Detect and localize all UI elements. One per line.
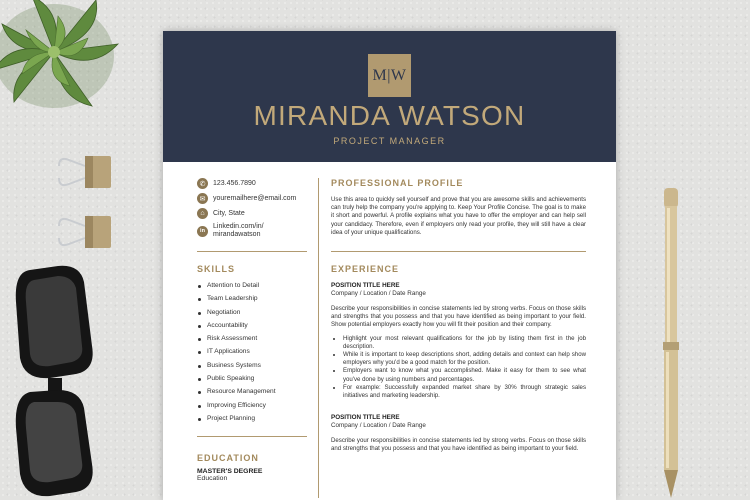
job-title: POSITION TITLE HERE xyxy=(331,282,400,290)
job-bullets xyxy=(331,335,586,401)
binder-clip-image xyxy=(55,212,117,252)
skill-item: Business Systems xyxy=(197,362,309,375)
education-heading: EDUCATION xyxy=(197,453,259,464)
section-divider xyxy=(197,251,307,252)
job-company: Company / Location / Date Range xyxy=(331,290,426,298)
skill-item: IT Applications xyxy=(197,348,309,361)
binder-clip-image xyxy=(55,152,117,192)
left-column xyxy=(197,178,309,482)
contact-linkedin xyxy=(197,223,309,239)
skill-item: Risk Assessment xyxy=(197,335,309,348)
education-field: Education xyxy=(197,475,228,483)
phone-icon: ✆ xyxy=(197,178,208,189)
contact-text: mirandawatson xyxy=(213,231,261,238)
linkedin-icon: in xyxy=(197,226,208,237)
skill-item: Resource Management xyxy=(197,388,309,401)
resume-header xyxy=(163,31,616,162)
eyeglasses-image xyxy=(10,262,110,500)
skills-heading: SKILLS xyxy=(197,264,236,274)
skill-item: Public Speaking xyxy=(197,375,309,388)
profile-heading: PROFESSIONAL PROFILE xyxy=(331,178,464,188)
column-divider xyxy=(318,178,319,498)
candidate-role: PROJECT MANAGER xyxy=(333,136,446,146)
right-column xyxy=(331,178,586,454)
skills-list xyxy=(197,282,309,428)
job-bullet: • For example: Successfully expanded market share by 30% through strategic sales initiatives and marketing leadership. xyxy=(343,384,586,400)
contact-location xyxy=(197,208,309,219)
job-description: Describe your responsibilities in concise statements led by strong verbs. Focus on those skills and strengths that you possess and that you have identified as being important to your field. Show potential employers exactly how you will fit their position and their company. xyxy=(331,305,586,329)
contact-email xyxy=(197,193,309,204)
experience-entry xyxy=(331,282,586,400)
gold-pen-image xyxy=(650,186,694,500)
section-divider xyxy=(331,251,586,252)
job-title: POSITION TITLE HERE xyxy=(331,414,400,422)
profile-text: Use this area to quickly sell yourself and prove that you are awesome skills and achievements can truly help the company you're applying to. Keep Your Profile Concise. The goal is to make it short and powerful. A profile explains what you have to offer the employer and can help sell your candidacy. Therefore, even if employers only read your profile, they will still have a clear idea of your unique qualifications. xyxy=(331,196,586,236)
skill-item: Project Planning xyxy=(197,415,309,428)
education-degree: MASTER'S DEGREE xyxy=(197,468,263,476)
skill-item: Team Leadership xyxy=(197,295,309,308)
job-company: Company / Location / Date Range xyxy=(331,422,426,430)
job-bullet: • Highlight your most relevant qualifications for the job by listing them first in the job description. xyxy=(343,335,586,351)
contact-phone xyxy=(197,178,309,189)
monogram-logo: M|W xyxy=(368,54,411,97)
contact-text: youremailhere@email.com xyxy=(213,194,297,202)
candidate-name: MIRANDA WATSON xyxy=(253,100,526,131)
job-bullet: • Employers want to know what you accomplished. Make it easy for them to see what you've done by using numbers and percentages. xyxy=(343,367,586,383)
job-description: Describe your responsibilities in concise statements led by strong verbs. Focus on those skills and strengths that you possess and that you have identified as being important to your field. xyxy=(331,437,586,453)
location-icon: ⌂ xyxy=(197,208,208,219)
contact-text: City, State xyxy=(213,209,245,217)
succulent-plant-image xyxy=(0,0,122,114)
experience-entry xyxy=(331,414,586,453)
experience-heading: EXPERIENCE xyxy=(331,264,400,275)
contact-text: Linkedin.com/in/ xyxy=(213,223,264,230)
skill-item: Negotiation xyxy=(197,309,309,322)
section-divider xyxy=(197,436,307,437)
skill-item: Attention to Detail xyxy=(197,282,309,295)
email-icon: ✉ xyxy=(197,193,208,204)
skill-item: Improving Efficiency xyxy=(197,402,309,415)
job-bullet: • While it is important to keep descriptions short, adding details and context can help show employers why you'd be a good match for the position. xyxy=(343,351,586,367)
contact-text: 123.456.7890 xyxy=(213,179,256,187)
skill-item: Accountability xyxy=(197,322,309,335)
resume-document xyxy=(163,31,616,500)
